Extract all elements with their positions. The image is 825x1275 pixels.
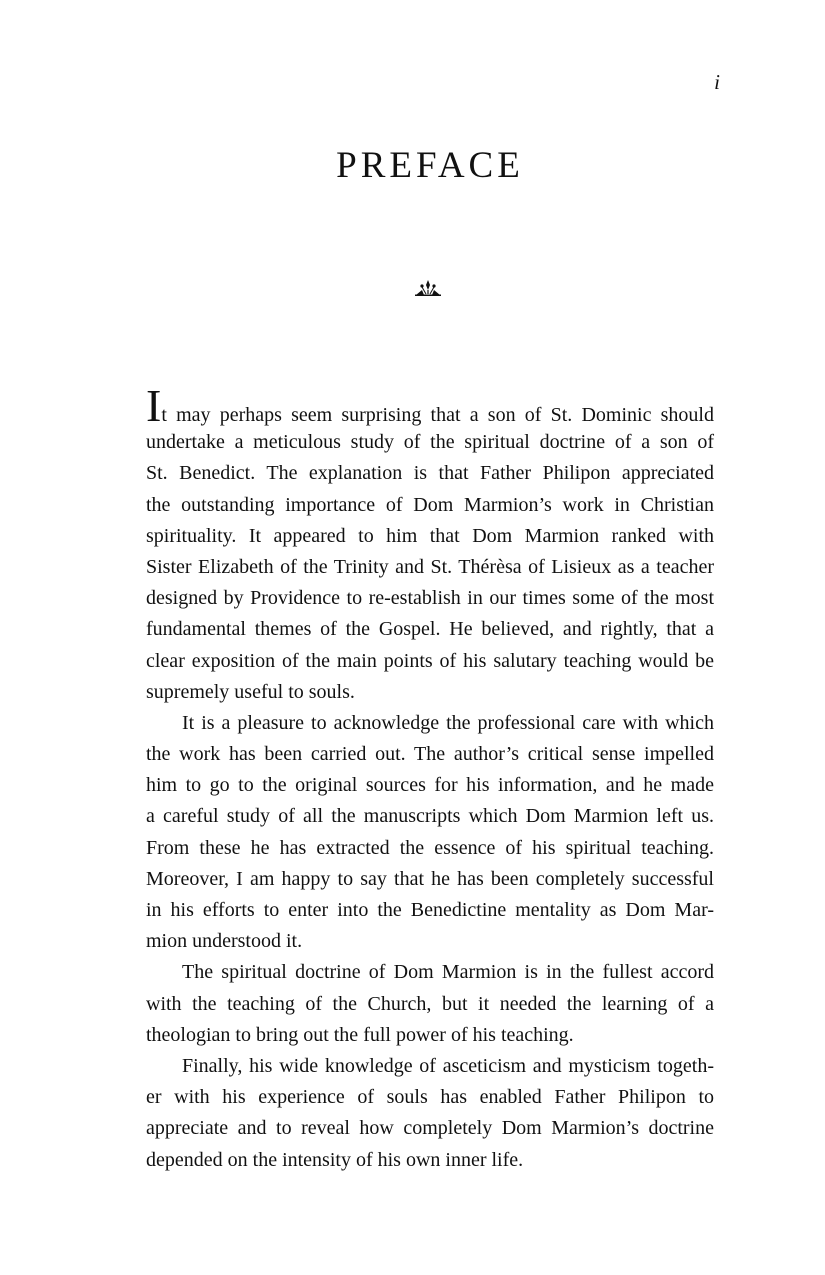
text-line: appreciate and to reveal how completely Dom Marmion’s doctrine: [146, 1117, 714, 1140]
preface-body: [146, 380, 714, 1176]
text-line: in his efforts to enter into the Benedictine mentality as Dom Mar-: [146, 899, 714, 921]
text-line: Finally, his wide knowledge of asceticism and mysticism togeth-: [182, 1054, 714, 1077]
text-line: depended on the intensity of his own inner life.: [146, 1148, 524, 1171]
fleuron-ornament-icon: [413, 278, 443, 298]
text-line: Sister Elizabeth of the Trinity and St. Thérèsa of Lisieux as a teacher: [146, 555, 714, 578]
text-line: him to go to the original sources for his information, and he made: [146, 774, 714, 797]
text-line: From these he has extracted the essence of his spiritual teaching.: [146, 836, 714, 859]
text-line: [146, 380, 714, 431]
text-line: St. Benedict. The explanation is that Father Philipon appreciated: [146, 462, 714, 485]
text-line: clear exposition of the main points of his salutary teaching would be: [146, 649, 714, 672]
text-line: mion understood it.: [146, 930, 303, 953]
text-line: supremely useful to souls.: [146, 680, 355, 703]
text-line: the outstanding importance of Dom Marmion’s work in Christian: [146, 493, 714, 516]
text-line: with the teaching of the Church, but it needed the learning of a: [146, 992, 714, 1015]
page-number: i: [714, 70, 720, 94]
text-line: the work has been carried out. The author’s critical sense impelled: [146, 743, 714, 766]
paragraph: [146, 1051, 714, 1176]
paragraph: [146, 380, 714, 708]
text-line: fundamental themes of the Gospel. He believed, and rightly, that a: [146, 618, 714, 641]
text-line: Moreover, I am happy to say that he has been completely successful: [146, 867, 714, 890]
text-line: er with his experience of souls has enabled Father Philipon to: [146, 1086, 714, 1109]
drop-cap: I: [146, 380, 162, 431]
paragraph: [146, 957, 714, 1051]
text-line: spirituality. It appeared to him that Dom Marmion ranked with: [146, 524, 714, 547]
text-line: undertake a meticulous study of the spiritual doctrine of a son of: [146, 431, 714, 454]
text-line: The spiritual doctrine of Dom Marmion is in the fullest accord: [182, 961, 714, 984]
text-line: theologian to bring out the full power of his teaching.: [146, 1023, 574, 1046]
page-title: PREFACE: [336, 145, 524, 186]
text-line: It is a pleasure to acknowledge the professional care with which: [182, 711, 714, 734]
text-line: designed by Providence to re-establish in our times some of the most: [146, 587, 714, 610]
text-line: a careful study of all the manuscripts which Dom Marmion left us.: [146, 805, 714, 828]
paragraph: [146, 708, 714, 958]
text-line-content: t may perhaps seem surprising that a son of St. Dominic should: [161, 404, 714, 426]
